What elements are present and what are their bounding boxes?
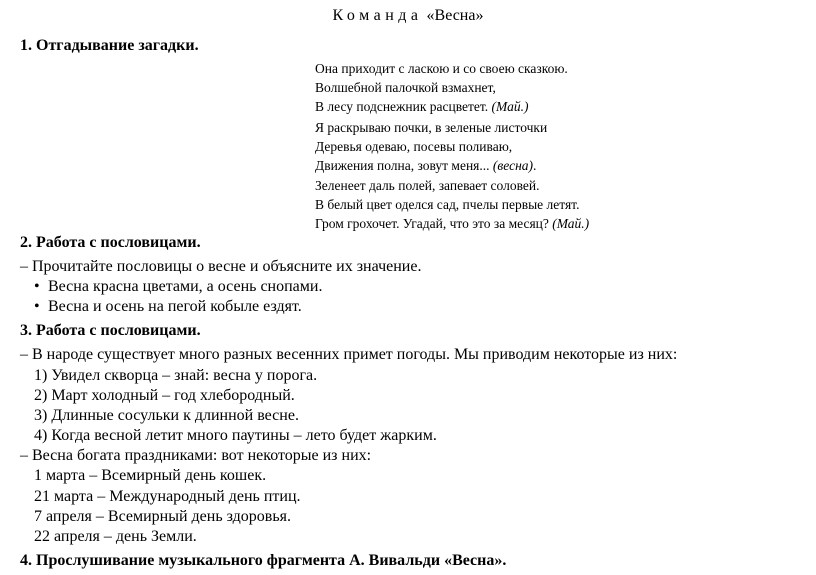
page-title [0, 7, 816, 25]
section4-heading: 4. Прослушивание музыкального фрагмента А. Вивальди «Весна». [20, 552, 507, 569]
list-item: 2) Март холодный – год хлебородный. [34, 387, 295, 404]
bullet-icon: • [34, 278, 40, 295]
bullet-icon: • [34, 298, 40, 315]
list-item [34, 277, 322, 297]
proverb-text: Весна красна цветами, а осень снопами. [48, 278, 323, 295]
title-team-word: Команда [332, 7, 423, 24]
list-item: 4) Когда весной летит много паутины – лето будет жарким. [34, 427, 437, 444]
holidays-intro: – Весна богата праздниками: вот некоторые из них: [20, 447, 372, 464]
list-item: 7 апреля – Всемирный день здоровья. [34, 508, 292, 525]
riddle-3 [315, 176, 589, 233]
list-item: 21 марта – Международный день птиц. [34, 488, 301, 505]
riddle-line: В белый цвет оделся сад, пчелы первые летят. [315, 197, 580, 212]
list-item: 3) Длинные сосульки к длинной весне. [34, 407, 299, 424]
riddle-line: Она приходит с ласкою и со своею сказкою. [315, 61, 568, 76]
riddle-text: В лесу подснежник расцветет. [315, 99, 492, 114]
list-item: 1) Увидел скворца – знай: весна у порога. [34, 367, 318, 384]
riddle-answer: (Май.) [552, 216, 590, 231]
riddle-after: . [533, 158, 537, 173]
riddle-line: Я раскрываю почки, в зеленые листочки [315, 120, 548, 135]
riddle-line: Волшебной палочкой взмахнет, [315, 80, 496, 95]
section2-intro: – Прочитайте пословицы о весне и объясните их значение. [20, 258, 422, 275]
riddle-line: Деревья одеваю, посевы поливаю, [315, 139, 513, 154]
title-team-name: «Весна» [426, 7, 484, 24]
list-item: 1 марта – Всемирный день кошек. [34, 467, 267, 484]
riddle-line [315, 97, 568, 116]
riddle-line [315, 214, 589, 233]
list-item: 22 апреля – день Земли. [34, 528, 197, 545]
proverb-text: Весна и осень на пегой кобыле ездят. [48, 298, 302, 315]
riddle-line [315, 156, 547, 175]
list-item [34, 297, 302, 317]
section3-heading: 3. Работа с пословицами. [20, 322, 201, 339]
riddle-1 [315, 59, 568, 116]
riddle-line: Зеленеет даль полей, запевает соловей. [315, 178, 540, 193]
section3-intro: – В народе существует много разных весенних примет погоды. Мы приводим некоторые из них: [20, 346, 678, 363]
section2-heading: 2. Работа с пословицами. [20, 234, 201, 251]
section1-heading: 1. Отгадывание загадки. [20, 37, 199, 54]
riddle-text: Движения полна, зовут меня... [315, 158, 493, 173]
riddle-2 [315, 118, 547, 175]
riddle-answer: (весна) [492, 158, 534, 173]
riddle-text: Гром грохочет. Угадай, что это за месяц? [315, 216, 553, 231]
riddle-answer: (Май.) [491, 99, 529, 114]
